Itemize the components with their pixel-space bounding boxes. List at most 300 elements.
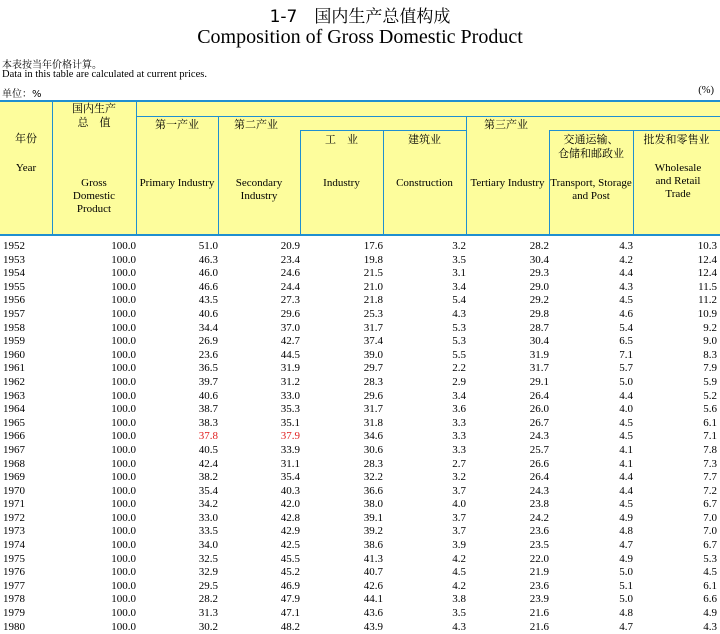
cell-gdp: 100.0 — [111, 253, 136, 266]
cell-transport: 5.0 — [619, 593, 633, 606]
cell-transport: 4.9 — [619, 552, 633, 565]
cell-transport: 5.0 — [619, 566, 633, 579]
table-row — [0, 566, 720, 580]
cell-tertiary: 23.5 — [529, 539, 549, 552]
cell-tertiary: 26.4 — [529, 471, 549, 484]
cell-construction: 4.3 — [452, 620, 466, 633]
cell-tertiary: 29.0 — [529, 280, 549, 293]
cell-year: 1979 — [3, 607, 25, 620]
cell-transport: 4.4 — [619, 484, 633, 497]
table-row — [0, 403, 720, 417]
cell-wholesale: 7.0 — [703, 525, 717, 538]
cell-secondary: 33.9 — [280, 443, 300, 456]
cell-industry: 36.6 — [363, 484, 383, 497]
cell-transport: 4.3 — [619, 240, 633, 252]
cell-gdp: 100.0 — [111, 498, 136, 511]
cell-wholesale: 8.3 — [703, 348, 717, 361]
cell-secondary: 45.2 — [280, 566, 300, 579]
cell-industry: 39.1 — [363, 511, 383, 524]
cell-construction: 3.2 — [452, 471, 466, 484]
cell-industry: 44.1 — [363, 593, 383, 606]
cell-gdp: 100.0 — [111, 552, 136, 565]
cell-tertiary: 21.9 — [529, 566, 549, 579]
cell-primary: 33.0 — [198, 511, 218, 524]
cell-tertiary: 23.8 — [529, 498, 549, 511]
cell-tertiary: 26.7 — [529, 416, 549, 429]
cell-industry: 17.6 — [363, 240, 383, 252]
header-gdp-cn-1: 国内生产 — [72, 102, 116, 115]
header-secondary-en: Secondary Industry — [235, 177, 283, 202]
cell-tertiary: 24.2 — [529, 511, 549, 524]
cell-secondary: 24.6 — [280, 267, 300, 280]
cell-transport: 4.2 — [619, 253, 633, 266]
cell-year: 1963 — [3, 389, 25, 402]
cell-secondary: 47.1 — [280, 607, 300, 620]
cell-year: 1976 — [3, 566, 25, 579]
cell-secondary: 31.2 — [280, 375, 300, 388]
table-row — [0, 458, 720, 472]
cell-transport: 4.5 — [619, 294, 633, 307]
cell-industry: 38.0 — [363, 498, 383, 511]
cell-secondary: 37.0 — [280, 321, 300, 334]
cell-secondary: 35.4 — [280, 471, 300, 484]
cell-industry: 43.9 — [363, 620, 383, 633]
cell-wholesale: 6.6 — [703, 593, 717, 606]
cell-construction: 3.8 — [452, 593, 466, 606]
cell-wholesale: 6.7 — [703, 539, 717, 552]
cell-construction: 3.4 — [452, 389, 466, 402]
cell-year: 1969 — [3, 471, 25, 484]
cell-transport: 4.8 — [619, 607, 633, 620]
cell-wholesale: 7.8 — [703, 443, 717, 456]
cell-construction: 4.2 — [452, 552, 466, 565]
cell-gdp: 100.0 — [111, 593, 136, 606]
cell-wholesale: 6.1 — [703, 579, 717, 592]
cell-gdp: 100.0 — [111, 294, 136, 307]
cell-year: 1964 — [3, 403, 25, 416]
cell-primary: 35.4 — [198, 484, 218, 497]
cell-secondary: 37.9 — [280, 430, 300, 443]
cell-tertiary: 26.6 — [529, 457, 549, 470]
cell-gdp: 100.0 — [111, 566, 136, 579]
cell-secondary: 27.3 — [280, 294, 300, 307]
header-gdp-en: Gross Domestic Product — [72, 177, 116, 215]
cell-gdp: 100.0 — [111, 620, 136, 633]
cell-year: 1956 — [3, 294, 25, 307]
cell-wholesale: 7.9 — [703, 362, 717, 375]
cell-year: 1967 — [3, 443, 25, 456]
cell-gdp: 100.0 — [111, 348, 136, 361]
cell-industry: 21.0 — [363, 280, 383, 293]
header-transport-cn-2: 仓储和邮政业 — [558, 147, 624, 160]
cell-year: 1961 — [3, 362, 25, 375]
cell-construction: 3.7 — [452, 525, 466, 538]
cell-primary: 38.2 — [198, 471, 218, 484]
cell-secondary: 29.6 — [280, 307, 300, 320]
cell-primary: 32.5 — [198, 552, 218, 565]
cell-primary: 43.5 — [198, 294, 218, 307]
header-wholesale-cn: 批发和零售业 — [643, 133, 710, 146]
header-gdp-cn-2: 总 值 — [77, 116, 111, 129]
cell-tertiary: 25.7 — [529, 443, 549, 456]
cell-tertiary: 31.7 — [529, 362, 549, 375]
cell-transport: 4.8 — [619, 525, 633, 538]
cell-tertiary: 23.9 — [529, 593, 549, 606]
cell-industry: 21.5 — [363, 267, 383, 280]
cell-industry: 25.3 — [363, 307, 383, 320]
cell-primary: 31.3 — [198, 607, 218, 620]
table-row — [0, 593, 720, 607]
cell-primary: 40.6 — [198, 307, 218, 320]
cell-construction: 5.5 — [452, 348, 466, 361]
cell-gdp: 100.0 — [111, 539, 136, 552]
header-primary-en: Primary Industry — [139, 177, 215, 189]
cell-tertiary: 31.9 — [529, 348, 549, 361]
cell-primary: 46.0 — [198, 267, 218, 280]
cell-gdp: 100.0 — [111, 525, 136, 538]
cell-primary: 34.0 — [198, 539, 218, 552]
cell-tertiary: 22.0 — [529, 552, 549, 565]
header-secondary-cn: 第二产业 — [234, 118, 278, 131]
cell-wholesale: 12.4 — [697, 253, 717, 266]
cell-primary: 29.5 — [198, 579, 218, 592]
cell-transport: 4.7 — [619, 620, 633, 633]
cell-construction: 5.3 — [452, 335, 466, 348]
cell-gdp: 100.0 — [111, 416, 136, 429]
cell-wholesale: 7.1 — [703, 430, 717, 443]
cell-tertiary: 23.6 — [529, 525, 549, 538]
cell-wholesale: 10.3 — [697, 240, 717, 252]
cell-construction: 3.5 — [452, 253, 466, 266]
table-row — [0, 294, 720, 308]
cell-secondary: 42.8 — [280, 511, 300, 524]
cell-transport: 4.3 — [619, 280, 633, 293]
cell-year: 1955 — [3, 280, 25, 293]
table-row — [0, 471, 720, 485]
cell-tertiary: 28.7 — [529, 321, 549, 334]
cell-tertiary: 21.6 — [529, 620, 549, 633]
table-row — [0, 580, 720, 594]
header-tertiary-cn: 第三产业 — [484, 118, 528, 131]
cell-year: 1970 — [3, 484, 25, 497]
table-row — [0, 335, 720, 349]
cell-tertiary: 23.6 — [529, 579, 549, 592]
cell-secondary: 35.1 — [280, 416, 300, 429]
cell-secondary: 42.5 — [280, 539, 300, 552]
cell-tertiary: 26.4 — [529, 389, 549, 402]
cell-gdp: 100.0 — [111, 607, 136, 620]
cell-secondary: 23.4 — [280, 253, 300, 266]
header-transport-en: Transport, Storage and Post — [550, 177, 632, 202]
table-row — [0, 444, 720, 458]
cell-primary: 33.5 — [198, 525, 218, 538]
cell-gdp: 100.0 — [111, 307, 136, 320]
cell-gdp: 100.0 — [111, 240, 136, 252]
table-row — [0, 525, 720, 539]
cell-industry: 29.6 — [363, 389, 383, 402]
cell-secondary: 31.1 — [280, 457, 300, 470]
table-row — [0, 376, 720, 390]
cell-secondary: 48.2 — [280, 620, 300, 633]
table-row — [0, 417, 720, 431]
cell-secondary: 46.9 — [280, 579, 300, 592]
cell-secondary: 33.0 — [280, 389, 300, 402]
cell-wholesale: 4.5 — [703, 566, 717, 579]
cell-construction: 5.4 — [452, 294, 466, 307]
header-year-en: Year — [15, 162, 37, 174]
cell-construction: 2.9 — [452, 375, 466, 388]
cell-tertiary: 24.3 — [529, 430, 549, 443]
cell-wholesale: 5.3 — [703, 552, 717, 565]
cell-industry: 39.2 — [363, 525, 383, 538]
cell-primary: 23.6 — [198, 348, 218, 361]
cell-primary: 32.9 — [198, 566, 218, 579]
note-en: Data in this table are calculated at current prices. — [2, 69, 207, 80]
cell-construction: 4.3 — [452, 307, 466, 320]
cell-primary: 40.5 — [198, 443, 218, 456]
table-row — [0, 322, 720, 336]
header-construction-cn: 建筑业 — [408, 133, 441, 146]
cell-construction: 4.2 — [452, 579, 466, 592]
cell-transport: 4.5 — [619, 498, 633, 511]
cell-industry: 31.7 — [363, 321, 383, 334]
cell-construction: 3.7 — [452, 484, 466, 497]
cell-transport: 4.4 — [619, 471, 633, 484]
header-industry-en: Industry — [323, 177, 360, 189]
cell-primary: 46.3 — [198, 253, 218, 266]
cell-transport: 4.5 — [619, 416, 633, 429]
cell-construction: 3.3 — [452, 443, 466, 456]
header-industry-cn: 工 业 — [325, 133, 358, 146]
cell-tertiary: 30.4 — [529, 253, 549, 266]
cell-gdp: 100.0 — [111, 484, 136, 497]
cell-secondary: 35.3 — [280, 403, 300, 416]
cell-secondary: 40.3 — [280, 484, 300, 497]
cell-secondary: 42.7 — [280, 335, 300, 348]
cell-construction: 2.7 — [452, 457, 466, 470]
table-row — [0, 308, 720, 322]
cell-industry: 32.2 — [363, 471, 383, 484]
cell-year: 1960 — [3, 348, 25, 361]
cell-primary: 37.8 — [198, 430, 218, 443]
cell-gdp: 100.0 — [111, 267, 136, 280]
cell-year: 1973 — [3, 525, 25, 538]
cell-construction: 3.3 — [452, 430, 466, 443]
table-row — [0, 498, 720, 512]
cell-primary: 30.2 — [198, 620, 218, 633]
cell-tertiary: 29.1 — [529, 375, 549, 388]
unit-label: 单位：% — [2, 89, 42, 100]
cell-construction: 4.5 — [452, 566, 466, 579]
cell-industry: 19.8 — [363, 253, 383, 266]
cell-primary: 38.7 — [198, 403, 218, 416]
cell-secondary: 45.5 — [280, 552, 300, 565]
table-row — [0, 349, 720, 363]
header-wholesale-en: Wholesale and Retail Trade — [654, 162, 702, 200]
cell-year: 1972 — [3, 511, 25, 524]
cell-construction: 2.2 — [452, 362, 466, 375]
cell-transport: 4.4 — [619, 389, 633, 402]
cell-gdp: 100.0 — [111, 335, 136, 348]
cell-construction: 3.1 — [452, 267, 466, 280]
header-year-cn: 年份 — [15, 132, 37, 145]
cell-year: 1962 — [3, 375, 25, 388]
table-row — [0, 390, 720, 404]
cell-industry: 37.4 — [363, 335, 383, 348]
cell-wholesale: 7.2 — [703, 484, 717, 497]
cell-tertiary: 30.4 — [529, 335, 549, 348]
cell-secondary: 42.9 — [280, 525, 300, 538]
cell-tertiary: 29.3 — [529, 267, 549, 280]
cell-year: 1959 — [3, 335, 25, 348]
cell-gdp: 100.0 — [111, 430, 136, 443]
cell-gdp: 100.0 — [111, 321, 136, 334]
cell-transport: 6.5 — [619, 335, 633, 348]
header-tertiary-en: Tertiary Industry — [470, 177, 545, 189]
cell-transport: 4.6 — [619, 307, 633, 320]
table-row — [0, 553, 720, 567]
cell-year: 1977 — [3, 579, 25, 592]
cell-industry: 28.3 — [363, 375, 383, 388]
unit-right: (%) — [698, 85, 714, 96]
cell-tertiary: 21.6 — [529, 607, 549, 620]
cell-wholesale: 6.7 — [703, 498, 717, 511]
cell-primary: 34.4 — [198, 321, 218, 334]
cell-industry: 43.6 — [363, 607, 383, 620]
table-body — [0, 240, 720, 634]
cell-gdp: 100.0 — [111, 579, 136, 592]
cell-primary: 38.3 — [198, 416, 218, 429]
cell-wholesale: 6.1 — [703, 416, 717, 429]
header-transport-cn-1: 交通运输、 — [563, 133, 619, 146]
cell-industry: 39.0 — [363, 348, 383, 361]
cell-gdp: 100.0 — [111, 457, 136, 470]
table-row — [0, 621, 720, 634]
cell-secondary: 42.0 — [280, 498, 300, 511]
cell-tertiary: 26.0 — [529, 403, 549, 416]
table-row — [0, 485, 720, 499]
header-primary-cn: 第一产业 — [155, 118, 199, 131]
cell-wholesale: 9.0 — [703, 335, 717, 348]
cell-year: 1971 — [3, 498, 25, 511]
cell-construction: 3.6 — [452, 403, 466, 416]
cell-year: 1952 — [3, 240, 25, 252]
cell-year: 1978 — [3, 593, 25, 606]
cell-wholesale: 7.0 — [703, 511, 717, 524]
cell-tertiary: 24.3 — [529, 484, 549, 497]
cell-gdp: 100.0 — [111, 280, 136, 293]
cell-gdp: 100.0 — [111, 375, 136, 388]
cell-transport: 5.1 — [619, 579, 633, 592]
cell-construction: 3.4 — [452, 280, 466, 293]
cell-secondary: 20.9 — [280, 240, 300, 252]
cell-gdp: 100.0 — [111, 511, 136, 524]
cell-industry: 31.7 — [363, 403, 383, 416]
cell-primary: 46.6 — [198, 280, 218, 293]
cell-primary: 26.9 — [198, 335, 218, 348]
note-cn: 本表按当年价格计算。 — [2, 60, 102, 71]
cell-gdp: 100.0 — [111, 403, 136, 416]
cell-industry: 29.7 — [363, 362, 383, 375]
cell-construction: 3.2 — [452, 240, 466, 252]
cell-wholesale: 12.4 — [697, 267, 717, 280]
cell-wholesale: 11.5 — [698, 280, 717, 293]
cell-wholesale: 10.9 — [697, 307, 717, 320]
cell-year: 1974 — [3, 539, 25, 552]
cell-wholesale: 4.9 — [703, 607, 717, 620]
cell-primary: 42.4 — [198, 457, 218, 470]
cell-transport: 4.5 — [619, 430, 633, 443]
cell-industry: 38.6 — [363, 539, 383, 552]
cell-year: 1975 — [3, 552, 25, 565]
cell-year: 1958 — [3, 321, 25, 334]
cell-transport: 4.7 — [619, 539, 633, 552]
table-row — [0, 254, 720, 268]
cell-industry: 28.3 — [363, 457, 383, 470]
cell-tertiary: 28.2 — [529, 240, 549, 252]
cell-transport: 4.4 — [619, 267, 633, 280]
table-row — [0, 430, 720, 444]
cell-primary: 28.2 — [198, 593, 218, 606]
cell-wholesale: 11.2 — [698, 294, 717, 307]
cell-gdp: 100.0 — [111, 443, 136, 456]
cell-construction: 4.0 — [452, 498, 466, 511]
table-row — [0, 362, 720, 376]
cell-construction: 5.3 — [452, 321, 466, 334]
cell-wholesale: 4.3 — [703, 620, 717, 633]
cell-wholesale: 9.2 — [703, 321, 717, 334]
cell-secondary: 24.4 — [280, 280, 300, 293]
cell-industry: 42.6 — [363, 579, 383, 592]
cell-industry: 21.8 — [363, 294, 383, 307]
table-row — [0, 281, 720, 295]
cell-year: 1965 — [3, 416, 25, 429]
table-row — [0, 267, 720, 281]
cell-primary: 39.7 — [198, 375, 218, 388]
cell-year: 1980 — [3, 620, 25, 633]
cell-construction: 3.7 — [452, 511, 466, 524]
cell-industry: 40.7 — [363, 566, 383, 579]
cell-year: 1957 — [3, 307, 25, 320]
cell-construction: 3.5 — [452, 607, 466, 620]
cell-transport: 4.9 — [619, 511, 633, 524]
cell-secondary: 31.9 — [280, 362, 300, 375]
cell-transport: 5.4 — [619, 321, 633, 334]
cell-transport: 5.7 — [619, 362, 633, 375]
cell-primary: 34.2 — [198, 498, 218, 511]
cell-gdp: 100.0 — [111, 362, 136, 375]
cell-primary: 51.0 — [198, 240, 218, 252]
cell-year: 1953 — [3, 253, 25, 266]
cell-secondary: 47.9 — [280, 593, 300, 606]
cell-industry: 41.3 — [363, 552, 383, 565]
header-construction-en: Construction — [396, 177, 453, 189]
cell-transport: 5.0 — [619, 375, 633, 388]
cell-year: 1968 — [3, 457, 25, 470]
cell-transport: 4.1 — [619, 443, 633, 456]
cell-transport: 4.1 — [619, 457, 633, 470]
cell-construction: 3.3 — [452, 416, 466, 429]
table-header — [0, 100, 720, 236]
cell-transport: 4.0 — [619, 403, 633, 416]
table-row — [0, 240, 720, 254]
cell-wholesale: 7.7 — [703, 471, 717, 484]
cell-wholesale: 5.9 — [703, 375, 717, 388]
cell-primary: 36.5 — [198, 362, 218, 375]
table-row — [0, 539, 720, 553]
cell-wholesale: 7.3 — [703, 457, 717, 470]
cell-wholesale: 5.6 — [703, 403, 717, 416]
